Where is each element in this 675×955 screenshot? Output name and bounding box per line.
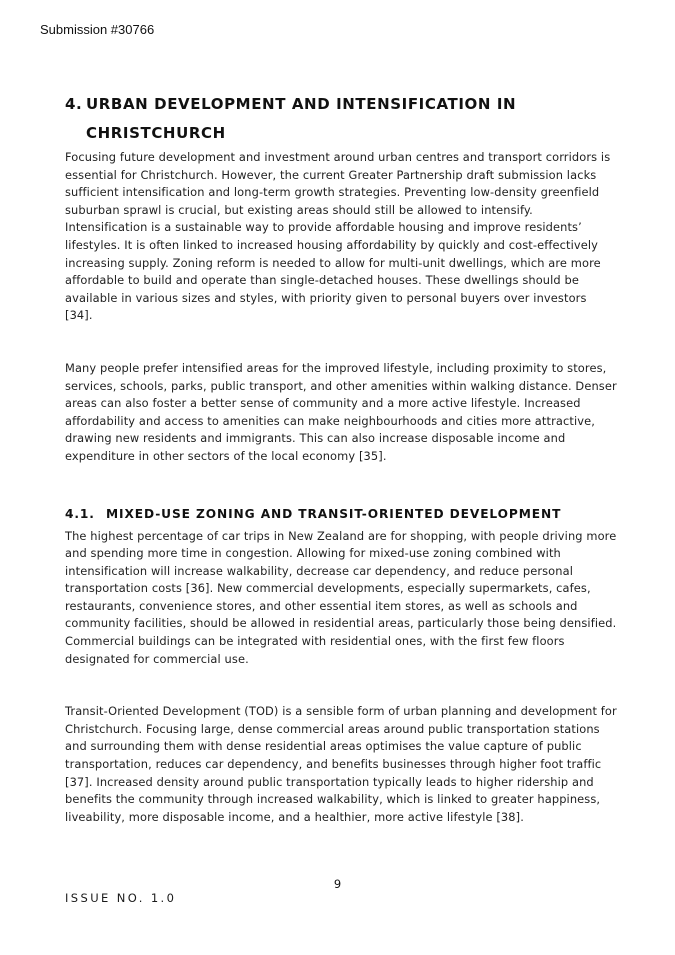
subsection-heading <box>65 504 617 524</box>
issue-number: ISSUE NO. 1.0 <box>65 891 177 905</box>
section-paragraph-1: Focusing future development and investment around urban centres and transport corridors is essential for Christchurch. However, the current Greater Partnership draft submission lacks sufficient intensification and long-term growth strategies. Preventing low-density greenfield suburban sprawl is crucial, but existing areas should still be allowed to intensify. Intensification is a sustainable way to provide affordable housing and improve residents’ lifestyles. It is often linked to increased housing affordability by quickly and cost-effectively increasing supply. Zoning reform is needed to allow for multi-unit dwellings, which are more affordable to build and operate than single-detached houses. These dwellings should be available in various sizes and styles, with priority given to personal buyers over investors [34]. <box>65 150 611 323</box>
subsection-paragraph-2: Transit-Oriented Development (TOD) is a sensible form of urban planning and development for Christchurch. Focusing large, dense commercial areas around public transportation stations and surrounding them with dense residential areas optimises the value capture of public transportation, reduces car dependency, and benefits businesses through higher foot traffic [37]. Increased density around public transportation typically leads to higher ridership and benefits the community through increased walkability, which is linked to greater happiness, liveability, more disposable income, and a healthier, more active lifestyle [38]. <box>65 704 617 824</box>
section-title-line-1: URBAN DEVELOPMENT AND INTENSIFICATION IN <box>86 95 517 113</box>
subsection-paragraph-1: The highest percentage of car trips in New Zealand are for shopping, with people driving more and spending more time in congestion. Allowing for mixed-use zoning combined with intensification will increase walkability, decrease car dependency, and reduce personal transportation costs [36]. New commercial developments, especially supermarkets, cafes, restaurants, convenience stores, and other essential item stores, as well as schools and community facilities, should be allowed in residential areas, particularly those being densified. Commercial buildings can be integrated with residential ones, with the first few floors designated for commercial use. <box>65 528 617 666</box>
subsection-number: 4.1. <box>65 506 95 521</box>
document-body <box>65 90 617 826</box>
page-number: 9 <box>333 877 342 891</box>
subsection-title: MIXED-USE ZONING AND TRANSIT-ORIENTED DEVELOPMENT <box>106 506 562 521</box>
section-heading <box>65 90 617 148</box>
submission-id: Submission #30766 <box>40 22 155 37</box>
section-number: 4. <box>65 95 83 113</box>
section-paragraph-2: Many people prefer intensified areas for the improved lifestyle, including proximity to stores, services, schools, parks, public transport, and other amenities within walking distance. Denser areas can also foster a better sense of community and a more active lifestyle. Increased affordability and access to amenities can make neighbourhoods and cities more attractive, drawing new residents and immigrants. This can also increase disposable income and expenditure in other sectors of the local economy [35]. <box>65 360 617 463</box>
section-title-line-2: CHRISTCHURCH <box>86 124 226 142</box>
